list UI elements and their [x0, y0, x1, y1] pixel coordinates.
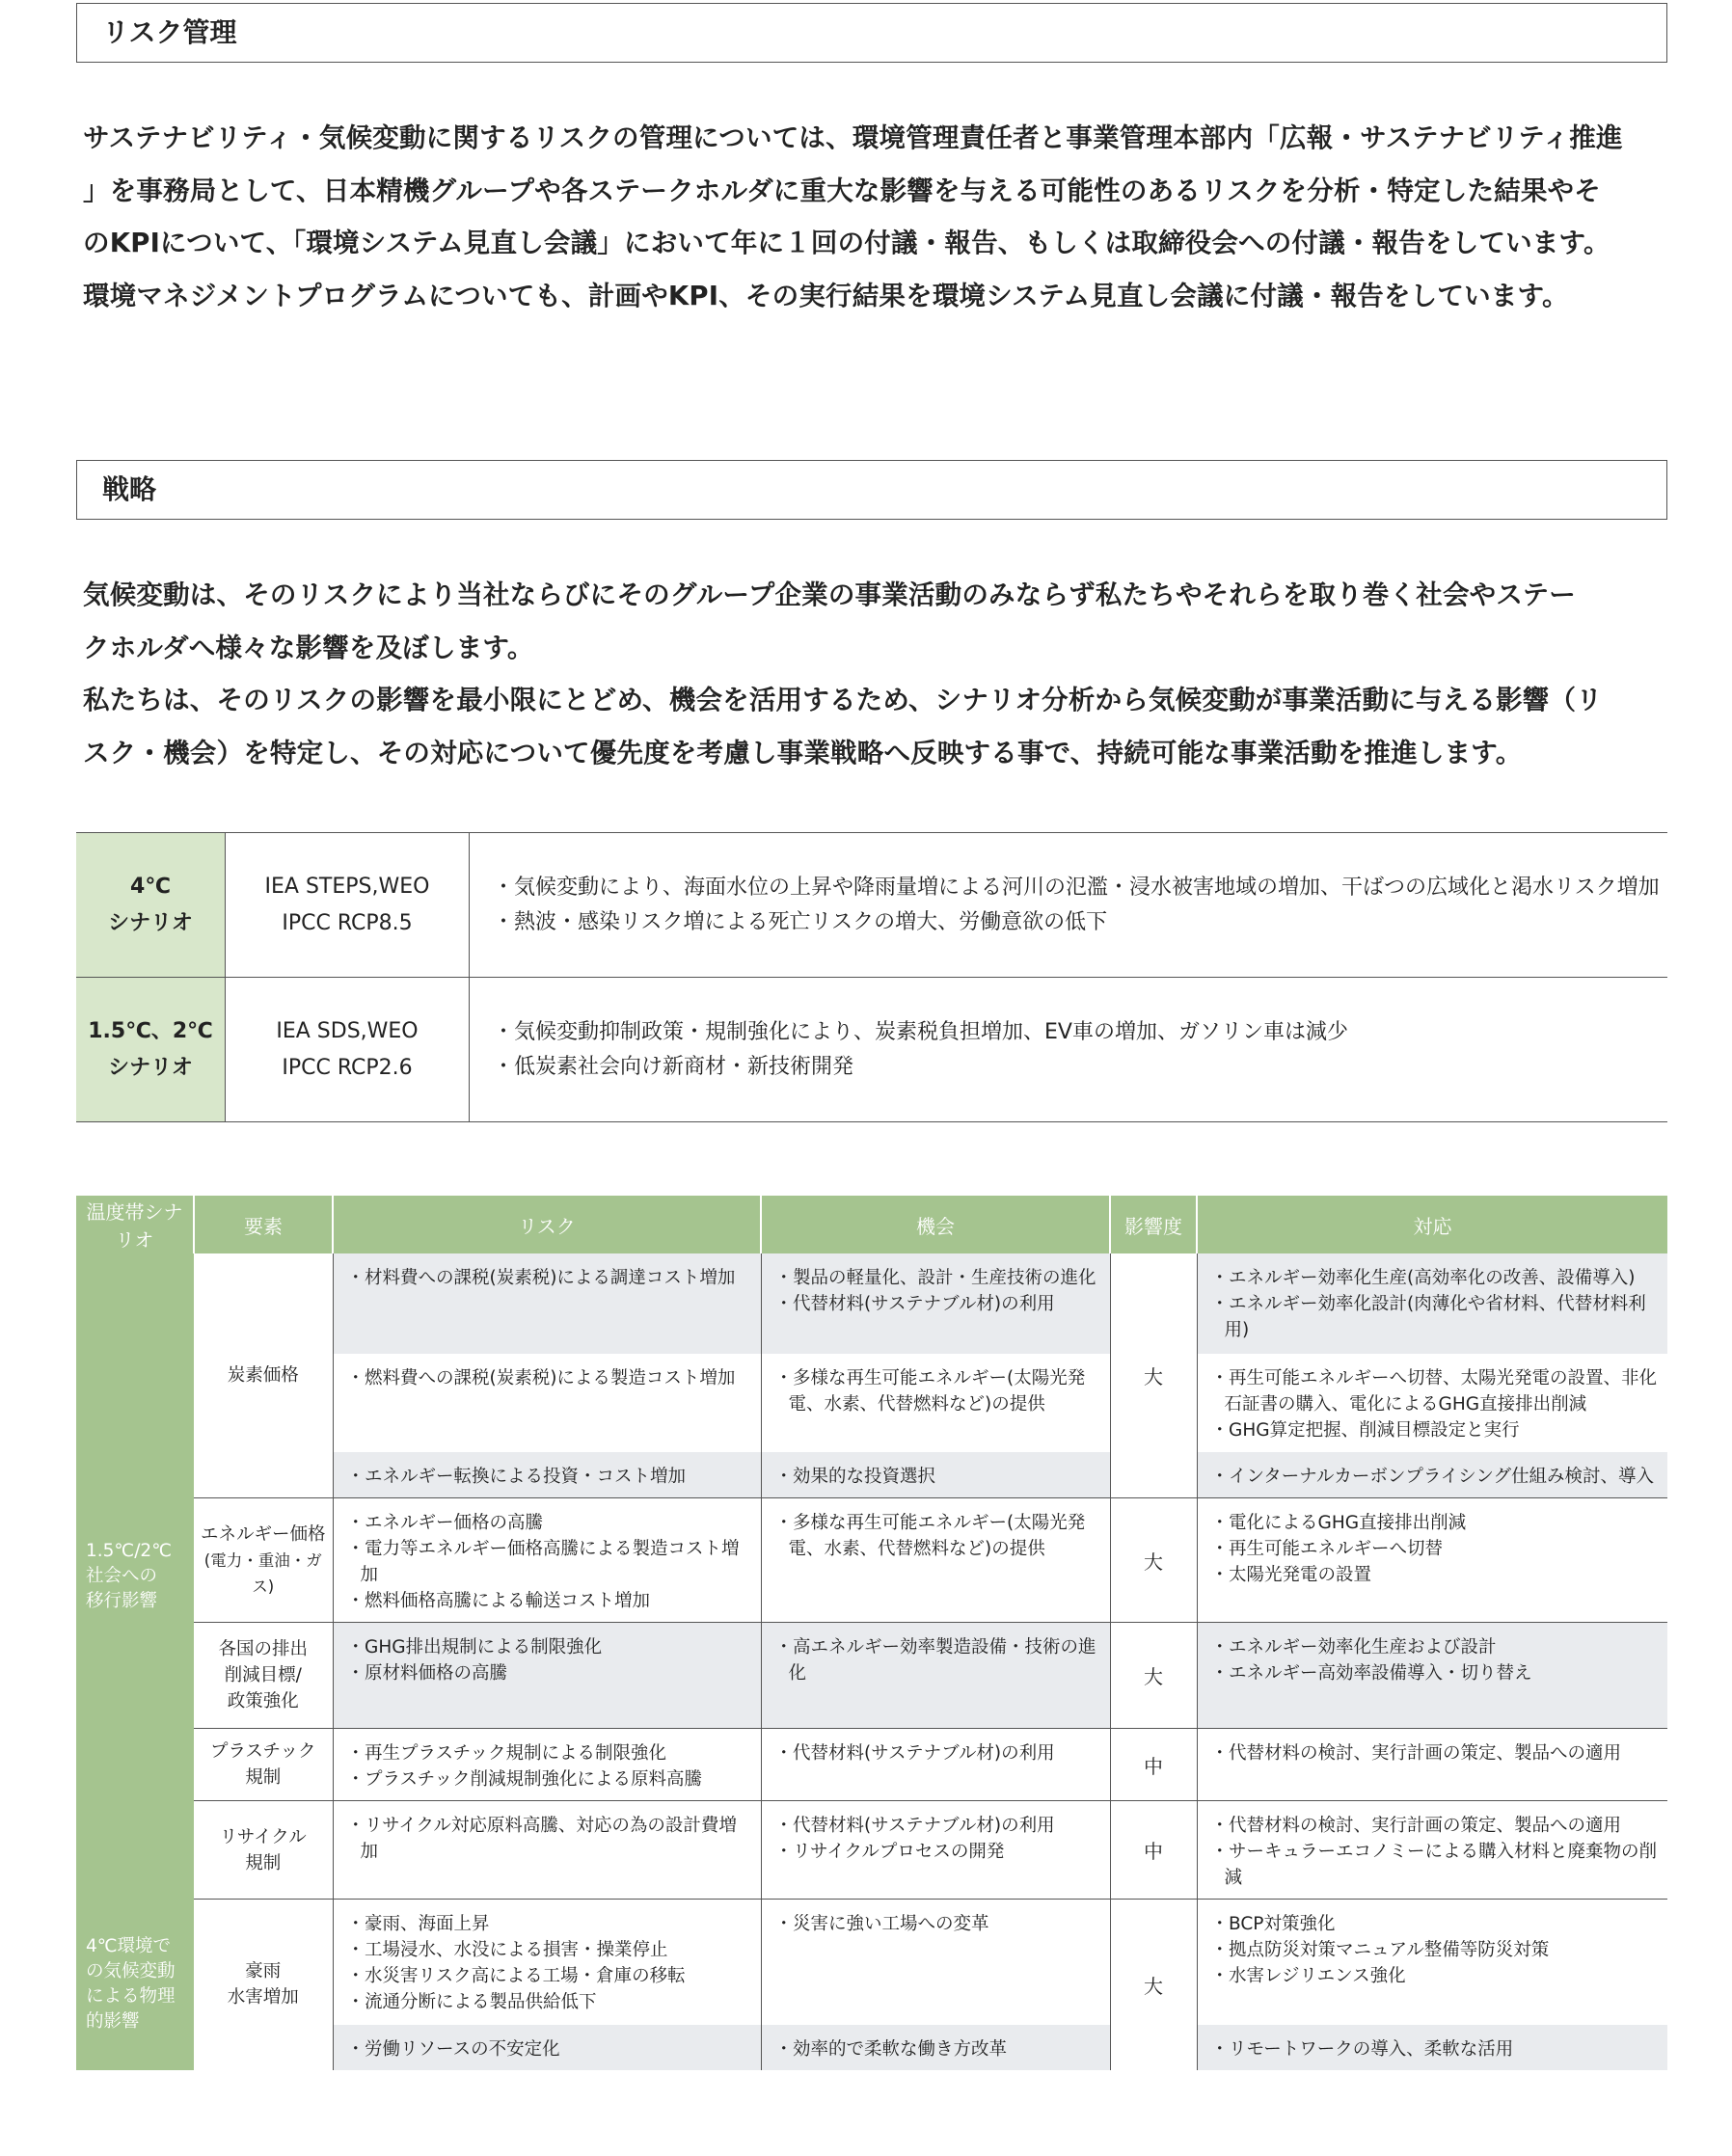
risk-cell [333, 2025, 761, 2070]
header-response: 対応 [1197, 1196, 1667, 1253]
opportunity-cell [761, 1623, 1110, 1729]
cell-item: ・水災害リスク高による工場・倉庫の移転 [346, 1966, 686, 1986]
cell-item: ・流通分断による製品供給低下 [346, 1992, 597, 2012]
scenario-item: ・気候変動により、海面水位の上昇や降雨量増による河川の氾濫・浸水被害地域の増加、干ばつの広域化と渇水リスク増加 [493, 875, 1660, 900]
risk-cell [333, 1623, 761, 1729]
risk-management-heading: リスク管理 [76, 3, 1667, 63]
cell-item: ・再生可能エネルギーへ切替 [1210, 1539, 1444, 1559]
opportunity-cell [761, 1354, 1110, 1452]
response-cell [1197, 1900, 1667, 2025]
cell-item: ・代替材料(サステナブル材)の利用 [774, 1294, 1055, 1314]
scenario-label [76, 833, 226, 978]
scenario-cell-line: 社会への [86, 1565, 158, 1586]
cell-item: ・豪雨、海面上昇 [346, 1914, 490, 1934]
scenario-source [226, 978, 470, 1122]
impact-cell: 中 [1110, 1729, 1197, 1801]
impact-cell: 大 [1110, 1623, 1197, 1729]
impact-cell: 中 [1110, 1801, 1197, 1900]
cell-item: ・インターナルカーボンプライシング仕組み検討、導入 [1210, 1467, 1654, 1487]
cell-item: ・代替材料(サステナブル材)の利用 [774, 1816, 1055, 1836]
table-row [76, 1498, 1667, 1623]
cell-item: ・リサイクル対応原料高騰、対応の為の設計費増加 [346, 1816, 737, 1862]
risk-cell [333, 1452, 761, 1498]
element-line: 政策強化 [227, 1691, 299, 1711]
element-line: 削減目標/ [224, 1665, 302, 1685]
opportunity-cell [761, 1900, 1110, 2025]
cell-item: ・電化によるGHG直接排出削減 [1210, 1513, 1467, 1533]
scenario-description [470, 833, 1668, 978]
impact-cell: 大 [1110, 1498, 1197, 1623]
scenario-source-line: IPCC RCP8.5 [282, 910, 413, 935]
strategy-heading: 戦略 [76, 460, 1667, 520]
response-cell [1197, 2025, 1667, 2070]
text-line: 」を事務局として、日本精機グループや各ステークホルダに重大な影響を与える可能性のあるリスクを分析・特定した結果やそ [83, 175, 1601, 206]
cell-item: ・災害に強い工場への変革 [774, 1914, 989, 1934]
opportunity-cell [761, 1729, 1110, 1801]
cell-item: ・効果的な投資選択 [774, 1467, 936, 1487]
cell-item: ・エネルギー効率化生産(高効率化の改善、設備導入) [1210, 1268, 1636, 1288]
cell-item: ・エネルギー効率化生産および設計 [1210, 1637, 1497, 1657]
impact-cell: 大 [1110, 1900, 1197, 2070]
element-plastic-regulation [194, 1729, 333, 1801]
header-risk: リスク [333, 1196, 761, 1253]
table-row [76, 1253, 1667, 1354]
scenario-source [226, 833, 470, 978]
cell-item: ・エネルギー効率化設計(肉薄化や省材料、代替材料利用) [1210, 1294, 1646, 1340]
scenario-source-line: IPCC RCP2.6 [282, 1055, 413, 1080]
cell-item: ・効率的で柔軟な働き方改革 [774, 2038, 1008, 2060]
response-cell [1197, 1729, 1667, 1801]
header-scenario: 温度帯シナリオ [76, 1196, 194, 1253]
cell-item: ・リサイクルプロセスの開発 [774, 1842, 1005, 1862]
element-carbon-price: 炭素価格 [194, 1253, 333, 1498]
cell-item: ・材料費への課税(炭素税)による調達コスト増加 [346, 1268, 736, 1288]
element-line: プラスチック [209, 1741, 316, 1762]
header-opportunity: 機会 [761, 1196, 1110, 1253]
opportunity-cell [761, 1498, 1110, 1623]
element-line: 各国の排出 [218, 1639, 308, 1659]
element-line: エネルギー価格 [200, 1523, 326, 1545]
opportunity-cell [761, 1253, 1110, 1354]
cell-item: ・高エネルギー効率製造設備・技術の進化 [774, 1637, 1096, 1684]
risk-cell [333, 1498, 761, 1623]
cell-item: ・GHG算定把握、削減目標設定と実行 [1210, 1420, 1520, 1441]
element-line: (電力・重油・ガス) [203, 1550, 322, 1596]
opportunity-cell [761, 1801, 1110, 1900]
text-line: 気候変動は、そのリスクにより当社ならびにそのグループ企業の事業活動のみならず私たちやそれらを取り巻く社会やステー [83, 579, 1576, 610]
cell-item: ・BCP対策強化 [1210, 1914, 1336, 1934]
text-line: スク・機会）を特定し、その対応について優先度を考慮し事業戦略へ反映する事で、持続可能な事業活動を推進します。 [83, 737, 1523, 768]
response-cell [1197, 1623, 1667, 1729]
cell-item: ・多様な再生可能エネルギー(太陽光発電、水素、代替燃料など)の提供 [774, 1368, 1086, 1415]
table-row [76, 1623, 1667, 1729]
cell-item: ・エネルギー転換による投資・コスト増加 [346, 1467, 687, 1487]
scenario-cell-line: 4℃環境で [86, 1936, 172, 1956]
element-recycle-regulation [194, 1801, 333, 1900]
cell-item: ・サーキュラーエコノミーによる購入材料と廃棄物の削減 [1210, 1842, 1658, 1888]
risk-cell [333, 1801, 761, 1900]
scenario-item: ・熱波・感染リスク増による死亡リスクの増大、労働意欲の低下 [493, 909, 1108, 934]
impact-cell: 大 [1110, 1253, 1197, 1498]
element-line: 豪雨 [245, 1961, 282, 1982]
cell-item: ・水害レジリエンス強化 [1210, 1966, 1406, 1986]
cell-item: ・代替材料の検討、実行計画の策定、製品への適用 [1210, 1816, 1622, 1836]
cell-item: ・燃料価格高騰による輸送コスト増加 [346, 1591, 651, 1611]
cell-item: ・太陽光発電の設置 [1210, 1565, 1372, 1585]
cell-item: ・工場浸水、水没による損害・操業停止 [346, 1940, 668, 1960]
scenario-source-line: IEA SDS,WEO [276, 1018, 419, 1043]
cell-item: ・原材料価格の高騰 [346, 1663, 508, 1684]
cell-item: ・GHG排出規制による制限強化 [346, 1637, 603, 1657]
risk-cell [333, 1354, 761, 1452]
cell-item: ・エネルギー高効率設備導入・切り替え [1210, 1663, 1532, 1684]
scenario-cell-line: の気候変動 [86, 1961, 176, 1981]
text-line: 環境マネジメントプログラムについても、計画やKPI、その実行結果を環境システム見直し会議に付議・報告をしています。 [83, 280, 1569, 311]
scenario-row [76, 833, 1667, 978]
cell-item: ・再生プラスチック規制による制限強化 [346, 1743, 667, 1764]
cell-item: ・エネルギー価格の高騰 [346, 1513, 544, 1533]
text-line: 私たちは、そのリスクの影響を最小限にとどめ、機会を活用するため、シナリオ分析から気候変動が事業活動に与える影響（リ [83, 685, 1603, 715]
cell-item: ・電力等エネルギー価格高騰による製造コスト増加 [346, 1539, 740, 1585]
cell-item: ・代替材料(サステナブル材)の利用 [774, 1743, 1055, 1764]
response-cell [1197, 1801, 1667, 1900]
table-row [76, 1729, 1667, 1801]
header-impact: 影響度 [1110, 1196, 1197, 1253]
text-line: のKPIについて、「環境システム見直し会議」において年に１回の付議・報告、もしくは取締役会への付議・報告をしています。 [83, 228, 1610, 258]
text-line: サステナビリティ・気候変動に関するリスクの管理については、環境管理責任者と事業管理本部内「広報・サステナビリティ推進 [83, 122, 1623, 153]
element-emission-targets [194, 1623, 333, 1729]
response-cell [1197, 1354, 1667, 1452]
risk-cell [333, 1900, 761, 2025]
cell-item: ・製品の軽量化、設計・生産技術の進化 [774, 1268, 1096, 1288]
scenario-label [76, 978, 226, 1122]
scenario-cell-line: 移行影響 [86, 1590, 158, 1611]
scenario-description [470, 978, 1668, 1122]
opportunity-cell [761, 2025, 1110, 2070]
header-element: 要素 [194, 1196, 333, 1253]
scenario-cell-line: 1.5℃/2℃ [86, 1540, 172, 1561]
text-line: クホルダへ様々な影響を及ぼします。 [83, 632, 534, 663]
scenario-transition-cell [76, 1253, 194, 1900]
response-cell [1197, 1452, 1667, 1498]
element-line: リサイクル [219, 1826, 307, 1847]
table-row [76, 1801, 1667, 1900]
scenario-physical-cell [76, 1900, 194, 2070]
cell-item: ・拠点防災対策マニュアル整備等防災対策 [1210, 1940, 1550, 1960]
table-row [76, 1900, 1667, 2025]
scenario-cell-line: による物理 [86, 1986, 176, 2007]
cell-item: ・労働リソースの不安定化 [346, 2038, 560, 2060]
element-line: 規制 [245, 1852, 282, 1873]
scenario-item: ・気候変動抑制政策・規制強化により、炭素税負担増加、EV車の増加、ガソリン車は減少 [493, 1019, 1348, 1044]
scenario-label-line: シナリオ [108, 1055, 193, 1080]
scenario-item: ・低炭素社会向け新商材・新技術開発 [493, 1054, 854, 1079]
response-cell [1197, 1498, 1667, 1623]
scenario-table [76, 832, 1667, 1122]
cell-item: ・多様な再生可能エネルギー(太陽光発電、水素、代替燃料など)の提供 [774, 1513, 1086, 1559]
element-energy-price [194, 1498, 333, 1623]
scenario-cell-line: 的影響 [86, 2011, 140, 2032]
cell-item: ・燃料費への課税(炭素税)による製造コスト増加 [346, 1368, 736, 1388]
cell-item: ・リモートワークの導入、柔軟な活用 [1210, 2038, 1514, 2060]
risk-cell [333, 1253, 761, 1354]
element-line: 規制 [245, 1767, 282, 1788]
element-heavy-rain [194, 1900, 333, 2070]
cell-item: ・代替材料の検討、実行計画の策定、製品への適用 [1210, 1743, 1622, 1764]
scenario-row [76, 978, 1667, 1122]
cell-item: ・再生可能エネルギーへ切替、太陽光発電の設置、非化石証書の購入、電化によるGHG直接排出削減 [1210, 1368, 1658, 1415]
cell-item: ・プラスチック削減規制強化による原料高騰 [346, 1769, 703, 1790]
element-line: 水害増加 [227, 1987, 299, 2008]
risk-cell [333, 1729, 761, 1801]
scenario-label-line: シナリオ [108, 910, 193, 935]
risk-opportunity-table [76, 1196, 1667, 2070]
risk-management-text [83, 112, 1664, 322]
response-cell [1197, 1253, 1667, 1354]
strategy-text [83, 569, 1664, 779]
opportunity-cell [761, 1452, 1110, 1498]
scenario-label-line: 4℃ [130, 874, 171, 899]
scenario-label-line: 1.5℃、2℃ [88, 1018, 213, 1043]
scenario-source-line: IEA STEPS,WEO [264, 874, 430, 899]
